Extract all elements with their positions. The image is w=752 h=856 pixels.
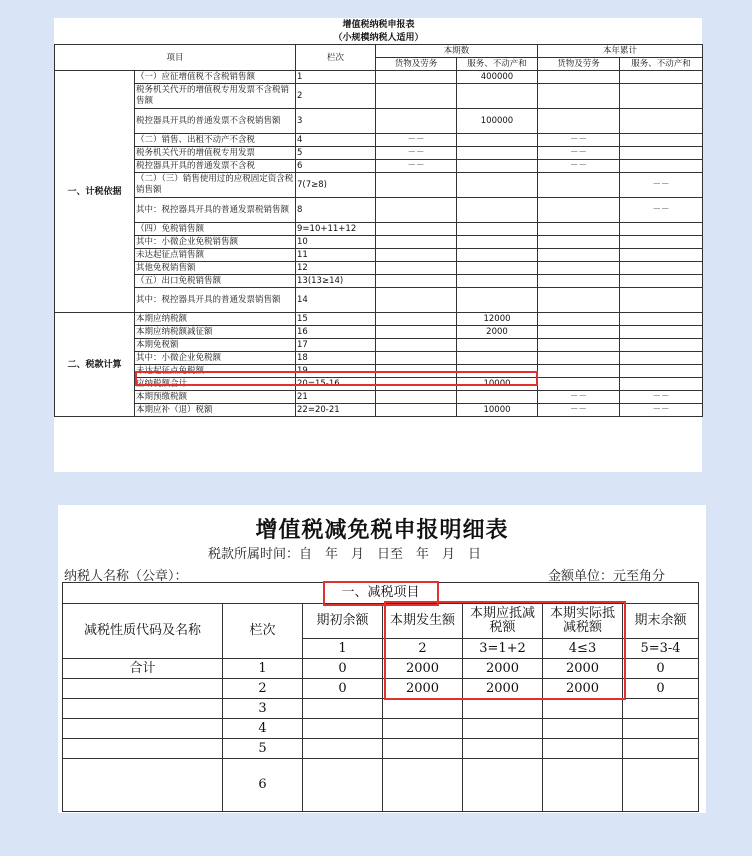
row-cp-services bbox=[457, 134, 538, 147]
row-item: （一）应征增值税不含税销售额 bbox=[135, 71, 296, 84]
row-closing bbox=[623, 699, 699, 719]
formula-closing: 5=3-4 bbox=[623, 639, 699, 659]
row-cp-goods bbox=[376, 198, 457, 223]
table-row bbox=[55, 288, 703, 313]
row-cp-goods: －－ bbox=[376, 160, 457, 173]
table-row bbox=[63, 759, 699, 812]
row-item: 其中：小微企业免税额 bbox=[135, 352, 296, 365]
row-code-name bbox=[63, 679, 223, 699]
header-opening: 期初余额 bbox=[303, 604, 383, 639]
row-cp-goods bbox=[376, 71, 457, 84]
row-actual bbox=[543, 739, 623, 759]
reduction-detail-table bbox=[62, 582, 699, 812]
row-occurred: 2000 bbox=[383, 679, 463, 699]
row-line: 20=15-16 bbox=[296, 378, 376, 391]
header-year-to-date: 本年累计 bbox=[538, 45, 703, 58]
formula-deductible: 3=1+2 bbox=[463, 639, 543, 659]
header-deductible: 本期应抵减税额 bbox=[463, 604, 543, 639]
form1-subtitle: （小规模纳税人适用） bbox=[333, 32, 424, 43]
row-line: 10 bbox=[296, 236, 376, 249]
row-cp-services bbox=[457, 339, 538, 352]
row-cp-goods bbox=[376, 313, 457, 326]
row-item: 税务机关代开的增值税专用发票 bbox=[135, 147, 296, 160]
row-cp-services bbox=[457, 352, 538, 365]
row-item: 其中：税控器具开具的普通发票税销售额 bbox=[135, 198, 296, 223]
row-line: 15 bbox=[296, 313, 376, 326]
row-line: 1 bbox=[223, 659, 303, 679]
row-ytd-goods bbox=[538, 365, 620, 378]
row-item: （五）出口免税销售额 bbox=[135, 275, 296, 288]
row-ytd-services bbox=[620, 339, 703, 352]
row-line: 6 bbox=[296, 160, 376, 173]
row-item: 本期应纳税额 bbox=[135, 313, 296, 326]
row-line: 6 bbox=[223, 759, 303, 812]
row-item: 本期应纳税额减征额 bbox=[135, 326, 296, 339]
row-code-name bbox=[63, 739, 223, 759]
row-line: 8 bbox=[296, 198, 376, 223]
row-cp-goods: －－ bbox=[376, 147, 457, 160]
row-line: 7(7≥8) bbox=[296, 173, 376, 198]
row-closing bbox=[623, 739, 699, 759]
row-cp-goods bbox=[376, 288, 457, 313]
row-cp-services: 100000 bbox=[457, 109, 538, 134]
section-reduction-items: 一、减税项目 bbox=[63, 583, 699, 604]
row-ytd-services bbox=[620, 365, 703, 378]
row-cp-services bbox=[457, 249, 538, 262]
row-actual bbox=[543, 759, 623, 812]
form1-title: 增值税纳税申报表 bbox=[342, 19, 415, 30]
row-ytd-goods bbox=[538, 249, 620, 262]
tax-period: 税款所属时间：自 年 月 日至 年 月 日 bbox=[208, 547, 482, 562]
table-row bbox=[55, 147, 703, 160]
row-cp-services bbox=[457, 391, 538, 404]
row-cp-services: 400000 bbox=[457, 71, 538, 84]
row-ytd-services bbox=[620, 313, 703, 326]
row-code-name: 合计 bbox=[63, 659, 223, 679]
row-cp-services bbox=[457, 288, 538, 313]
row-ytd-goods: －－ bbox=[538, 404, 620, 417]
row-line: 21 bbox=[296, 391, 376, 404]
row-ytd-goods: －－ bbox=[538, 134, 620, 147]
row-closing: 0 bbox=[623, 659, 699, 679]
row-cp-services bbox=[457, 198, 538, 223]
reduction-detail-sheet bbox=[58, 505, 706, 813]
table-row bbox=[63, 719, 699, 739]
row-ytd-services bbox=[620, 134, 703, 147]
row-ytd-services bbox=[620, 223, 703, 236]
row-cp-services bbox=[457, 160, 538, 173]
formula-actual: 4≤3 bbox=[543, 639, 623, 659]
taxpayer-name-label: 纳税人名称（公章）： bbox=[64, 569, 188, 584]
table-row bbox=[55, 326, 703, 339]
header-item: 项目 bbox=[55, 45, 296, 71]
header-code-name: 减税性质代码及名称 bbox=[63, 604, 223, 659]
table-row bbox=[63, 659, 699, 679]
row-cp-goods bbox=[376, 339, 457, 352]
row-cp-goods bbox=[376, 223, 457, 236]
row-occurred bbox=[383, 719, 463, 739]
row-line: 14 bbox=[296, 288, 376, 313]
row-item: 本期免税额 bbox=[135, 339, 296, 352]
row-item: 未达起征点销售额 bbox=[135, 249, 296, 262]
header-cp-services: 服务、不动产和 bbox=[457, 58, 538, 71]
header-line2: 栏次 bbox=[223, 604, 303, 659]
formula-opening: 1 bbox=[303, 639, 383, 659]
row-cp-services bbox=[457, 262, 538, 275]
row-closing bbox=[623, 719, 699, 739]
row-ytd-services bbox=[620, 71, 703, 84]
row-item: 应纳税额合计 bbox=[135, 378, 296, 391]
row-line: 2 bbox=[296, 84, 376, 109]
row-code-name bbox=[63, 759, 223, 812]
form2-title: 增值税减免税申报明细表 bbox=[255, 517, 509, 543]
row-ytd-goods bbox=[538, 378, 620, 391]
table-row bbox=[55, 313, 703, 326]
row-ytd-services bbox=[620, 275, 703, 288]
table-row bbox=[55, 249, 703, 262]
row-cp-goods bbox=[376, 236, 457, 249]
amount-unit-label: 金额单位：元至角分 bbox=[548, 569, 666, 584]
row-deductible bbox=[463, 699, 543, 719]
row-cp-goods bbox=[376, 391, 457, 404]
row-line: 17 bbox=[296, 339, 376, 352]
header-current-period: 本期数 bbox=[376, 45, 538, 58]
row-cp-goods bbox=[376, 365, 457, 378]
table-row bbox=[55, 84, 703, 109]
row-deductible bbox=[463, 759, 543, 812]
row-ytd-goods bbox=[538, 275, 620, 288]
row-deductible bbox=[463, 739, 543, 759]
row-opening bbox=[303, 739, 383, 759]
table-row bbox=[63, 739, 699, 759]
table-row bbox=[55, 109, 703, 134]
row-line: 3 bbox=[223, 699, 303, 719]
header-ytd-services: 服务、不动产和 bbox=[620, 58, 703, 71]
row-cp-goods bbox=[376, 404, 457, 417]
row-code-name bbox=[63, 699, 223, 719]
row-line: 4 bbox=[223, 719, 303, 739]
row-ytd-goods bbox=[538, 339, 620, 352]
row-ytd-services bbox=[620, 288, 703, 313]
row-ytd-goods bbox=[538, 262, 620, 275]
table-row bbox=[55, 160, 703, 173]
table-row bbox=[55, 223, 703, 236]
row-cp-goods: －－ bbox=[376, 134, 457, 147]
row-item: 税控器具开具的普通发票不含税销售额 bbox=[135, 109, 296, 134]
row-cp-goods bbox=[376, 352, 457, 365]
header-ytd-goods: 货物及劳务 bbox=[538, 58, 620, 71]
row-ytd-services bbox=[620, 84, 703, 109]
row-line: 13(13≥14) bbox=[296, 275, 376, 288]
row-line: 22=20-21 bbox=[296, 404, 376, 417]
row-actual bbox=[543, 719, 623, 739]
row-cp-services: 12000 bbox=[457, 313, 538, 326]
row-item: 其中：小微企业免税销售额 bbox=[135, 236, 296, 249]
table-row bbox=[55, 198, 703, 223]
row-line: 12 bbox=[296, 262, 376, 275]
row-cp-services: 10000 bbox=[457, 378, 538, 391]
row-occurred: 2000 bbox=[383, 659, 463, 679]
row-ytd-services bbox=[620, 147, 703, 160]
header-cp-goods: 货物及劳务 bbox=[376, 58, 457, 71]
row-opening: 0 bbox=[303, 659, 383, 679]
row-cp-services: 2000 bbox=[457, 326, 538, 339]
row-line: 4 bbox=[296, 134, 376, 147]
table-row bbox=[63, 699, 699, 719]
row-ytd-goods bbox=[538, 84, 620, 109]
section-tax-basis: 一、计税依据 bbox=[55, 71, 135, 313]
row-line: 1 bbox=[296, 71, 376, 84]
row-ytd-goods bbox=[538, 352, 620, 365]
row-opening: 0 bbox=[303, 679, 383, 699]
row-cp-services bbox=[457, 275, 538, 288]
table-row bbox=[55, 378, 703, 391]
table-row bbox=[55, 275, 703, 288]
row-ytd-services bbox=[620, 249, 703, 262]
row-ytd-services: －－ bbox=[620, 198, 703, 223]
row-ytd-services bbox=[620, 109, 703, 134]
row-cp-goods bbox=[376, 326, 457, 339]
row-ytd-services bbox=[620, 262, 703, 275]
row-actual: 2000 bbox=[543, 659, 623, 679]
row-ytd-services bbox=[620, 352, 703, 365]
row-ytd-goods bbox=[538, 198, 620, 223]
row-opening bbox=[303, 759, 383, 812]
row-cp-services: 10000 bbox=[457, 404, 538, 417]
row-ytd-services: －－ bbox=[620, 404, 703, 417]
row-ytd-goods: －－ bbox=[538, 391, 620, 404]
header-actual: 本期实际抵减税额 bbox=[543, 604, 623, 639]
row-cp-services bbox=[457, 365, 538, 378]
row-actual bbox=[543, 699, 623, 719]
table-row bbox=[55, 173, 703, 198]
table-row bbox=[55, 236, 703, 249]
row-ytd-goods: －－ bbox=[538, 160, 620, 173]
formula-occurred: 2 bbox=[383, 639, 463, 659]
row-cp-goods bbox=[376, 249, 457, 262]
row-item: （四）免税销售额 bbox=[135, 223, 296, 236]
row-cp-goods bbox=[376, 262, 457, 275]
table-row bbox=[55, 391, 703, 404]
row-ytd-goods bbox=[538, 223, 620, 236]
table-row bbox=[55, 339, 703, 352]
row-ytd-goods bbox=[538, 173, 620, 198]
row-line: 2 bbox=[223, 679, 303, 699]
row-cp-services bbox=[457, 223, 538, 236]
row-ytd-goods bbox=[538, 236, 620, 249]
row-occurred bbox=[383, 759, 463, 812]
row-opening bbox=[303, 699, 383, 719]
header-occurred: 本期发生额 bbox=[383, 604, 463, 639]
row-deductible bbox=[463, 719, 543, 739]
row-item: 其中：税控器具开具的普通发票销售额 bbox=[135, 288, 296, 313]
row-item: 其他免税销售额 bbox=[135, 262, 296, 275]
row-ytd-goods bbox=[538, 109, 620, 134]
vat-return-table bbox=[54, 18, 703, 417]
row-item: （二）销售、出租不动产不含税 bbox=[135, 134, 296, 147]
row-opening bbox=[303, 719, 383, 739]
table-row bbox=[55, 134, 703, 147]
row-item: 本期应补（退）税额 bbox=[135, 404, 296, 417]
section-tax-calculation: 二、税款计算 bbox=[55, 313, 135, 417]
table-row bbox=[55, 352, 703, 365]
row-closing bbox=[623, 759, 699, 812]
row-cp-goods bbox=[376, 275, 457, 288]
row-cp-services bbox=[457, 173, 538, 198]
row-occurred bbox=[383, 739, 463, 759]
row-cp-services bbox=[457, 236, 538, 249]
row-line: 5 bbox=[296, 147, 376, 160]
row-cp-goods bbox=[376, 173, 457, 198]
row-cp-goods bbox=[376, 109, 457, 134]
row-ytd-services: －－ bbox=[620, 391, 703, 404]
table-row bbox=[63, 679, 699, 699]
row-ytd-services: －－ bbox=[620, 173, 703, 198]
row-ytd-goods: －－ bbox=[538, 147, 620, 160]
vat-return-sheet bbox=[54, 18, 702, 472]
row-cp-goods bbox=[376, 84, 457, 109]
row-cp-services bbox=[457, 84, 538, 109]
row-deductible: 2000 bbox=[463, 679, 543, 699]
row-ytd-goods bbox=[538, 288, 620, 313]
row-line: 5 bbox=[223, 739, 303, 759]
row-ytd-goods bbox=[538, 326, 620, 339]
row-ytd-goods bbox=[538, 71, 620, 84]
table-row bbox=[55, 365, 703, 378]
row-deductible: 2000 bbox=[463, 659, 543, 679]
row-line: 3 bbox=[296, 109, 376, 134]
row-line: 16 bbox=[296, 326, 376, 339]
row-line: 9=10+11+12 bbox=[296, 223, 376, 236]
header-closing: 期末余额 bbox=[623, 604, 699, 639]
row-occurred bbox=[383, 699, 463, 719]
table-row bbox=[55, 404, 703, 417]
row-item: 未达起征点免税额 bbox=[135, 365, 296, 378]
row-item: 本期预缴税额 bbox=[135, 391, 296, 404]
row-cp-goods bbox=[376, 378, 457, 391]
row-code-name bbox=[63, 719, 223, 739]
row-ytd-services bbox=[620, 236, 703, 249]
row-closing: 0 bbox=[623, 679, 699, 699]
row-ytd-services bbox=[620, 160, 703, 173]
row-item: 税务机关代开的增值税专用发票不含税销售额 bbox=[135, 84, 296, 109]
table-row bbox=[55, 71, 703, 84]
row-cp-services bbox=[457, 147, 538, 160]
row-line: 19 bbox=[296, 365, 376, 378]
row-actual: 2000 bbox=[543, 679, 623, 699]
row-item: （二）（三）销售使用过的应税固定资含税销售额 bbox=[135, 173, 296, 198]
row-ytd-services bbox=[620, 378, 703, 391]
header-line: 栏次 bbox=[296, 45, 376, 71]
row-ytd-services bbox=[620, 326, 703, 339]
table-row bbox=[55, 262, 703, 275]
row-line: 11 bbox=[296, 249, 376, 262]
row-line: 18 bbox=[296, 352, 376, 365]
row-item: 税控器具开具的普通发票不含税 bbox=[135, 160, 296, 173]
row-ytd-goods bbox=[538, 313, 620, 326]
